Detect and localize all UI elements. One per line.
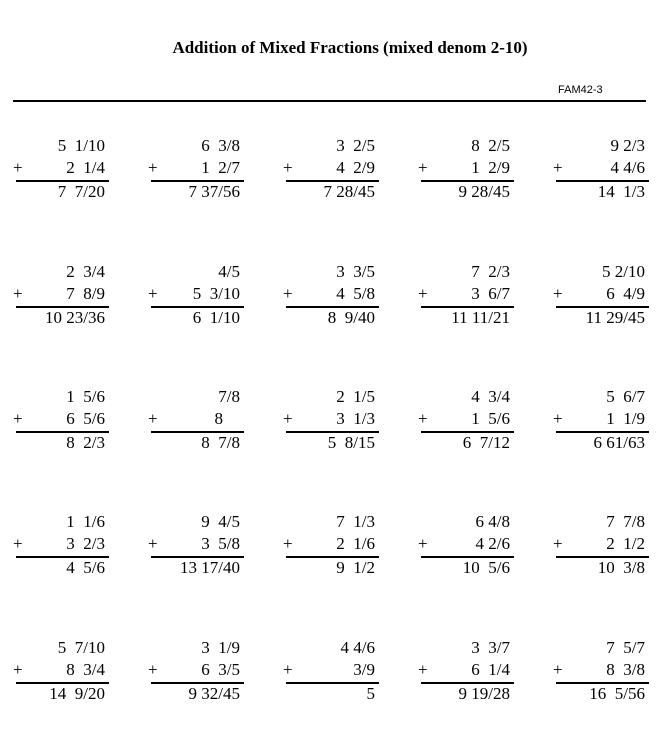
addend-1: 3 2/5 <box>336 136 375 155</box>
plus-sign: + <box>283 409 293 428</box>
plus-sign: + <box>553 660 563 679</box>
answer: 6 61/63 <box>593 433 645 452</box>
answer: 5 8/15 <box>327 433 375 452</box>
plus-sign: + <box>148 660 158 679</box>
addend-2: 4 4/6 <box>610 158 645 177</box>
plus-sign: + <box>283 158 293 177</box>
problem <box>418 637 518 707</box>
answer: 11 11/21 <box>451 308 510 327</box>
problem <box>418 511 518 581</box>
addend-2: 2 1/6 <box>336 534 375 553</box>
addend-2: 1 5/6 <box>471 409 510 428</box>
addend-1: 7 1/3 <box>336 512 375 531</box>
plus-sign: + <box>553 158 563 177</box>
answer: 7 37/56 <box>188 182 240 201</box>
addend-2: 5 3/10 <box>192 284 240 303</box>
page-title: Addition of Mixed Fractions (mixed denom 2-10) <box>172 38 528 57</box>
plus-sign: + <box>148 284 158 303</box>
addend-2: 6 1/4 <box>471 660 510 679</box>
addend-2: 6 5/6 <box>66 409 105 428</box>
addend-1: 9 2/3 <box>610 136 645 155</box>
answer: 16 5/56 <box>589 684 645 703</box>
answer: 9 32/45 <box>188 684 240 703</box>
plus-sign: + <box>418 660 428 679</box>
addend-1: 6 3/8 <box>201 136 240 155</box>
problem <box>553 386 653 456</box>
addend-2: 2 1/4 <box>66 158 105 177</box>
problem <box>553 261 653 331</box>
plus-sign: + <box>418 534 428 553</box>
addend-1: 3 3/7 <box>471 638 510 657</box>
addend-2: 8 3/4 <box>66 660 105 679</box>
answer: 5 <box>366 684 375 703</box>
problem <box>283 511 383 581</box>
addend-1: 3 1/9 <box>201 638 240 657</box>
answer: 10 23/36 <box>45 308 105 327</box>
problem <box>13 261 113 331</box>
problem <box>283 135 383 205</box>
addend-1: 7 5/7 <box>606 638 645 657</box>
plus-sign: + <box>283 660 293 679</box>
problem <box>13 637 113 707</box>
addend-1: 2 1/5 <box>336 387 375 406</box>
addend-2: 1 2/9 <box>471 158 510 177</box>
answer: 14 9/20 <box>49 684 105 703</box>
plus-sign: + <box>553 284 563 303</box>
answer: 9 28/45 <box>458 182 510 201</box>
plus-sign: + <box>13 158 23 177</box>
answer: 14 1/3 <box>597 182 645 201</box>
addend-1: 5 7/10 <box>57 638 105 657</box>
plus-sign: + <box>13 534 23 553</box>
plus-sign: + <box>418 409 428 428</box>
addend-2: 4 2/9 <box>336 158 375 177</box>
problem <box>553 637 653 707</box>
addend-2: 8 <box>214 409 240 428</box>
problem <box>148 637 248 707</box>
answer: 6 7/12 <box>462 433 510 452</box>
addend-2: 2 1/2 <box>606 534 645 553</box>
sum-line <box>286 682 379 684</box>
addend-2: 4 2/6 <box>475 534 510 553</box>
answer: 6 1/10 <box>192 308 240 327</box>
problem <box>148 511 248 581</box>
plus-sign: + <box>283 534 293 553</box>
problem <box>283 637 383 707</box>
addend-2: 7 8/9 <box>66 284 105 303</box>
problem <box>13 386 113 456</box>
plus-sign: + <box>148 409 158 428</box>
addend-2: 4 5/8 <box>336 284 375 303</box>
problem <box>148 261 248 331</box>
answer: 10 5/6 <box>462 558 510 577</box>
addend-1: 2 3/4 <box>66 262 105 281</box>
addend-1: 9 4/5 <box>201 512 240 531</box>
answer: 8 7/8 <box>201 433 240 452</box>
addend-2: 6 4/9 <box>606 284 645 303</box>
addend-1: 5 6/7 <box>606 387 645 406</box>
plus-sign: + <box>283 284 293 303</box>
problem <box>553 135 653 205</box>
problem <box>418 135 518 205</box>
addend-2: 6 3/5 <box>201 660 240 679</box>
addend-2: 3 1/3 <box>336 409 375 428</box>
problem <box>148 135 248 205</box>
plus-sign: + <box>13 409 23 428</box>
answer: 13 17/40 <box>180 558 240 577</box>
addend-1: 4 4/6 <box>340 638 375 657</box>
plus-sign: + <box>418 284 428 303</box>
problem <box>418 261 518 331</box>
problem <box>13 135 113 205</box>
addend-2: 3 2/3 <box>66 534 105 553</box>
plus-sign: + <box>148 534 158 553</box>
addend-2: 3/9 <box>353 660 375 679</box>
addend-2: 8 3/8 <box>606 660 645 679</box>
answer: 7 28/45 <box>323 182 375 201</box>
answer: 4 5/6 <box>66 558 105 577</box>
addend-1: 7/8 <box>218 387 240 406</box>
answer: 7 7/20 <box>57 182 105 201</box>
answer: 11 29/45 <box>585 308 645 327</box>
answer: 10 3/8 <box>597 558 645 577</box>
addend-2: 3 5/8 <box>201 534 240 553</box>
addend-1: 4 3/4 <box>471 387 510 406</box>
plus-sign: + <box>148 158 158 177</box>
answer: 8 2/3 <box>66 433 105 452</box>
addend-1: 8 2/5 <box>471 136 510 155</box>
addend-2: 1 1/9 <box>606 409 645 428</box>
plus-sign: + <box>13 660 23 679</box>
answer: 9 19/28 <box>458 684 510 703</box>
addend-1: 7 2/3 <box>471 262 510 281</box>
addend-1: 1 1/6 <box>66 512 105 531</box>
problem <box>553 511 653 581</box>
plus-sign: + <box>13 284 23 303</box>
addend-1: 7 7/8 <box>606 512 645 531</box>
problem <box>418 386 518 456</box>
addend-1: 6 4/8 <box>475 512 510 531</box>
problem <box>148 386 248 456</box>
addend-1: 3 3/5 <box>336 262 375 281</box>
addend-1: 1 5/6 <box>66 387 105 406</box>
answer: 8 9/40 <box>327 308 375 327</box>
problem <box>283 261 383 331</box>
answer: 9 1/2 <box>336 558 375 577</box>
plus-sign: + <box>418 158 428 177</box>
plus-sign: + <box>553 534 563 553</box>
addend-1: 5 2/10 <box>602 262 645 281</box>
addend-1: 4/5 <box>218 262 240 281</box>
addend-1: 5 1/10 <box>57 136 105 155</box>
problem <box>283 386 383 456</box>
addend-2: 1 2/7 <box>201 158 240 177</box>
worksheet-code: FAM42-3 <box>558 84 603 96</box>
problem <box>13 511 113 581</box>
plus-sign: + <box>553 409 563 428</box>
addend-2: 3 6/7 <box>471 284 510 303</box>
